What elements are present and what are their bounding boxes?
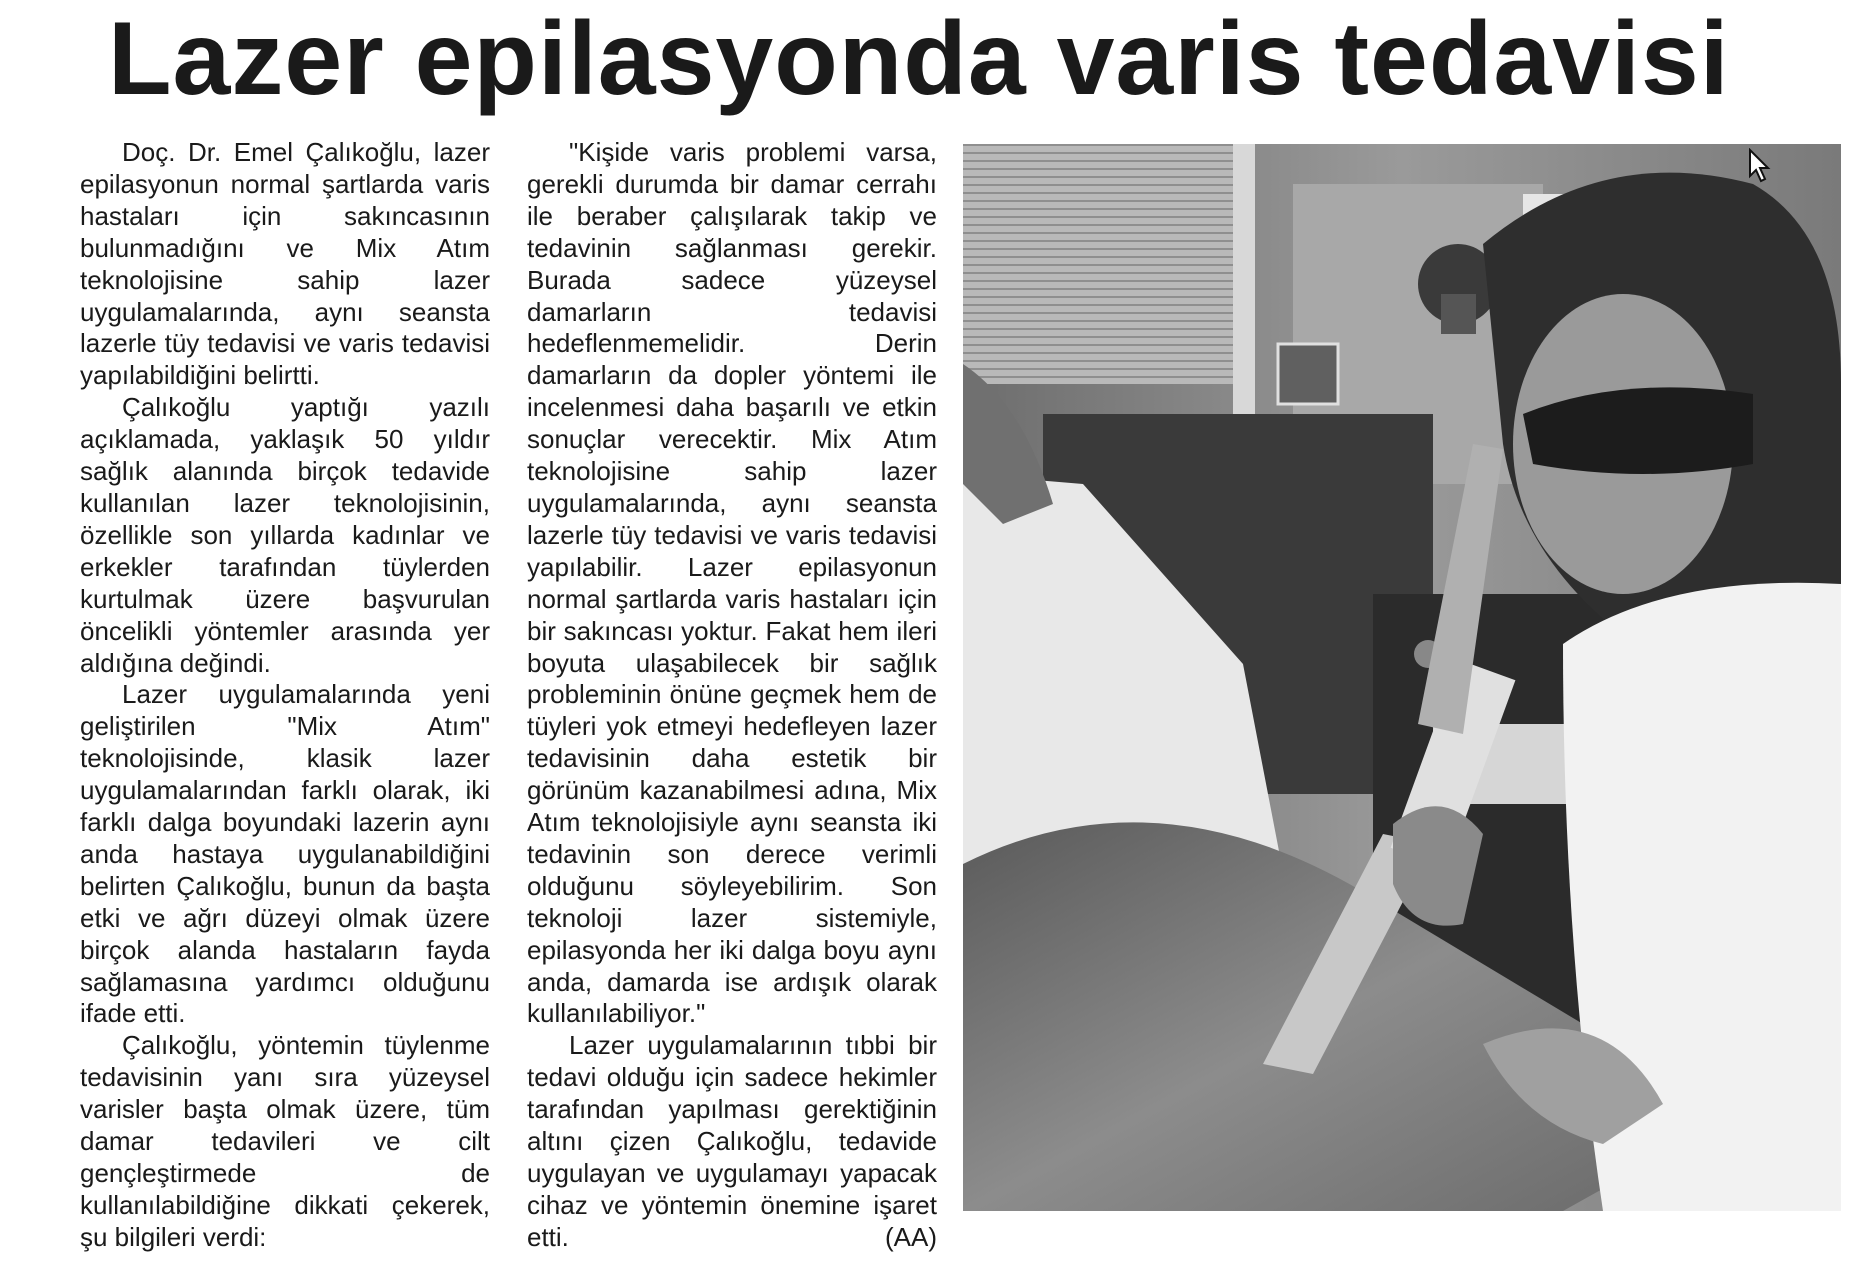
column1-paragraph-2: Çalıkoğlu yaptığı yazılı açıklamada, yaklaşık 50 yıldır sağlık alanında birçok tedavide kullanılan lazer teknolojisinin, özellikle son yıllarda kadınlar ve erkekler tarafından tüylerden kurtulmak üzere başvurulan öncelikli yöntemler arasında yer aldığına değindi. <box>80 392 490 678</box>
column2-paragraph-1: "Kişide varis problemi varsa, gerekli durumda bir damar cerrahı ile beraber çalışılarak takip ve tedavinin sağlanması gerekir. Burada sadece yüzeysel damarların tedavisi hedeflenmemelidir. Derin damarların da dopler yöntemi ile incelenmesi daha başarılı ve etkin sonuçlar verecektir. Mix Atım teknolojisine sahip lazer uygulamalarında, aynı seansta lazerle tüy tedavisi ve varis tedavisi yapılabilir. Lazer epilasyonun normal şartlarda varis hastaları için bir sakıncası yoktur. Fakat hem ileri boyuta ulaşabilecek bir sağlık probleminin önüne geçmek hem de tüyleri yok etmeyi hedefleyen lazer tedavisinin daha estetik bir görünüm kazanabilmesi adına, Mix Atım teknolojisiyle aynı seansta iki tedavinin son derece verimli olduğunu söyleyebilirim. Son teknoloji lazer sistemiyle, epilasyonda her iki dalga boyu aynı anda, damarda ise ardışık olarak kullanılabiliyor." <box>527 137 937 1029</box>
source-credit: (AA) <box>885 1221 937 1252</box>
source-credit-line <box>527 1222 937 1254</box>
column2-paragraph-2: Lazer uygulamalarının tıbbi bir tedavi olduğu için sadece hekimler tarafından yapılması gerektiğinin altını çizen Çalıkoğlu, tedavide uygulayan ve uygulamayı yapacak cihaz ve yöntemin önemine işaret etti. <box>527 1030 937 1252</box>
article-headline: Lazer epilasyonda varis tedavisi <box>108 1 1730 117</box>
column1-paragraph-4: Çalıkoğlu, yöntemin tüylenme tedavisinin yanı sıra yüzeysel varisler başta olmak üzere, tüm damar tedavileri ve cilt gençleştirmede de kullanılabildiğine dikkati çekerek, şu bilgileri verdi: <box>80 1030 490 1252</box>
photo-laser-treatment-illustration <box>963 144 1841 1211</box>
column1-paragraph-3: Lazer uygulamalarında yeni geliştirilen "Mix Atım" teknolojisinde, klasik lazer uygulamalarından farklı olarak, iki farklı dalga boyundaki lazerin aynı anda hastaya uygulanabildiğini belirten Çalıkoğlu, bunun da başta etki ve ağrı düzeyi olmak üzere birçok alanda hastaların fayda sağlamasına yardımcı olduğunu ifade etti. <box>80 679 490 1029</box>
mouse-cursor-icon <box>1748 148 1772 184</box>
article-column-1 <box>80 137 490 1254</box>
column1-paragraph-1: Doç. Dr. Emel Çalıkoğlu, lazer epilasyonun normal şartlarda varis hastaları için sakıncasının bulunmadığını ve Mix Atım teknolojisine sahip lazer uygulamalarında, aynı seansta lazerle tüy tedavisi ve varis tedavisi yapılabildiğini belirtti. <box>80 137 490 391</box>
article-photo <box>963 144 1841 1211</box>
article-column-2 <box>527 137 937 1254</box>
